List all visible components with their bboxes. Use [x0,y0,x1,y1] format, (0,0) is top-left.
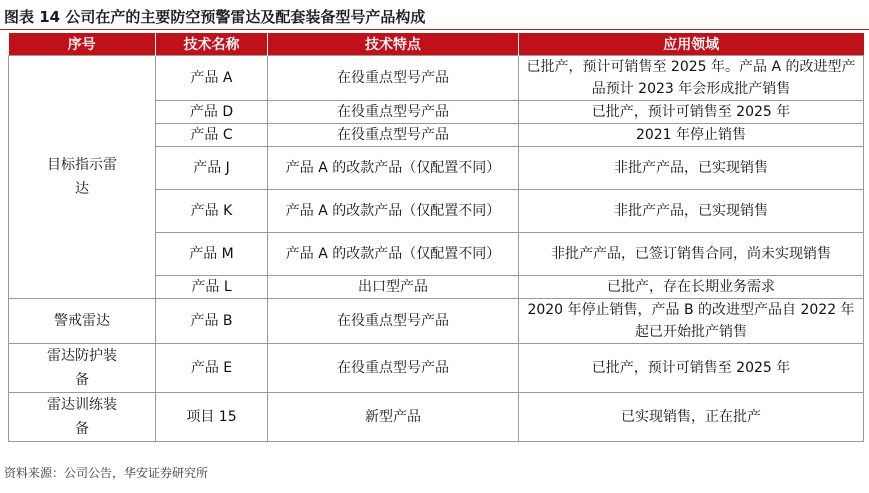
header-application: 应用领域 [519,33,864,56]
table-row [9,56,864,101]
tech-feature-cell: 在役重点型号产品 [268,299,519,344]
tech-name-cell: 产品 C [156,124,268,147]
tech-feature-cell: 产品 A 的改款产品（仅配置不同） [268,147,519,190]
application-cell: 已批产，预计可销售至 2025 年 [519,101,864,124]
tech-feature-cell: 新型产品 [268,393,519,442]
tech-name-cell: 产品 L [156,276,268,299]
table-row [9,299,864,344]
category-cell: 目标指示雷达 [9,56,156,299]
tech-name-cell: 项目 15 [156,393,268,442]
header-tech-feature: 技术特点 [268,33,519,56]
tech-feature-cell: 出口型产品 [268,276,519,299]
tech-feature-cell: 在役重点型号产品 [268,101,519,124]
tech-name-cell: 产品 K [156,190,268,233]
table-row [9,344,864,393]
application-cell: 非批产产品，已签订销售合同，尚未实现销售 [519,233,864,276]
tech-feature-cell: 在役重点型号产品 [268,344,519,393]
application-cell: 非批产产品，已实现销售 [519,147,864,190]
application-cell: 已批产，存在长期业务需求 [519,276,864,299]
application-cell: 非批产产品，已实现销售 [519,190,864,233]
table-row [9,393,864,442]
tech-name-cell: 产品 E [156,344,268,393]
header-serial: 序号 [9,33,156,56]
application-cell: 已实现销售，正在批产 [519,393,864,442]
tech-feature-cell: 在役重点型号产品 [268,124,519,147]
caption-divider [0,29,869,30]
application-cell: 已批产，预计可销售至 2025 年 [519,344,864,393]
tech-name-cell: 产品 J [156,147,268,190]
product-table [8,33,864,442]
category-cell: 警戒雷达 [9,299,156,344]
tech-name-cell: 产品 D [156,101,268,124]
header-tech-name: 技术名称 [156,33,268,56]
tech-feature-cell: 产品 A 的改款产品（仅配置不同） [268,190,519,233]
tech-name-cell: 产品 A [156,56,268,101]
category-cell: 雷达防护装备 [9,344,156,393]
tech-name-cell: 产品 B [156,299,268,344]
source-note: 资料来源：公司公告，华安证券研究所 [4,466,209,480]
tech-feature-cell: 在役重点型号产品 [268,56,519,101]
table-header-row [9,33,864,56]
figure-caption: 图表 14 公司在产的主要防空预警雷达及配套装备型号产品构成 [4,8,426,26]
category-cell: 雷达训练装备 [9,393,156,442]
tech-feature-cell: 产品 A 的改款产品（仅配置不同） [268,233,519,276]
application-cell: 已批产，预计可销售至 2025 年。产品 A 的改进型产品预计 2023 年会形成批产销售 [519,56,864,101]
application-cell: 2021 年停止销售 [519,124,864,147]
application-cell: 2020 年停止销售，产品 B 的改进型产品自 2022 年起已开始批产销售 [519,299,864,344]
tech-name-cell: 产品 M [156,233,268,276]
